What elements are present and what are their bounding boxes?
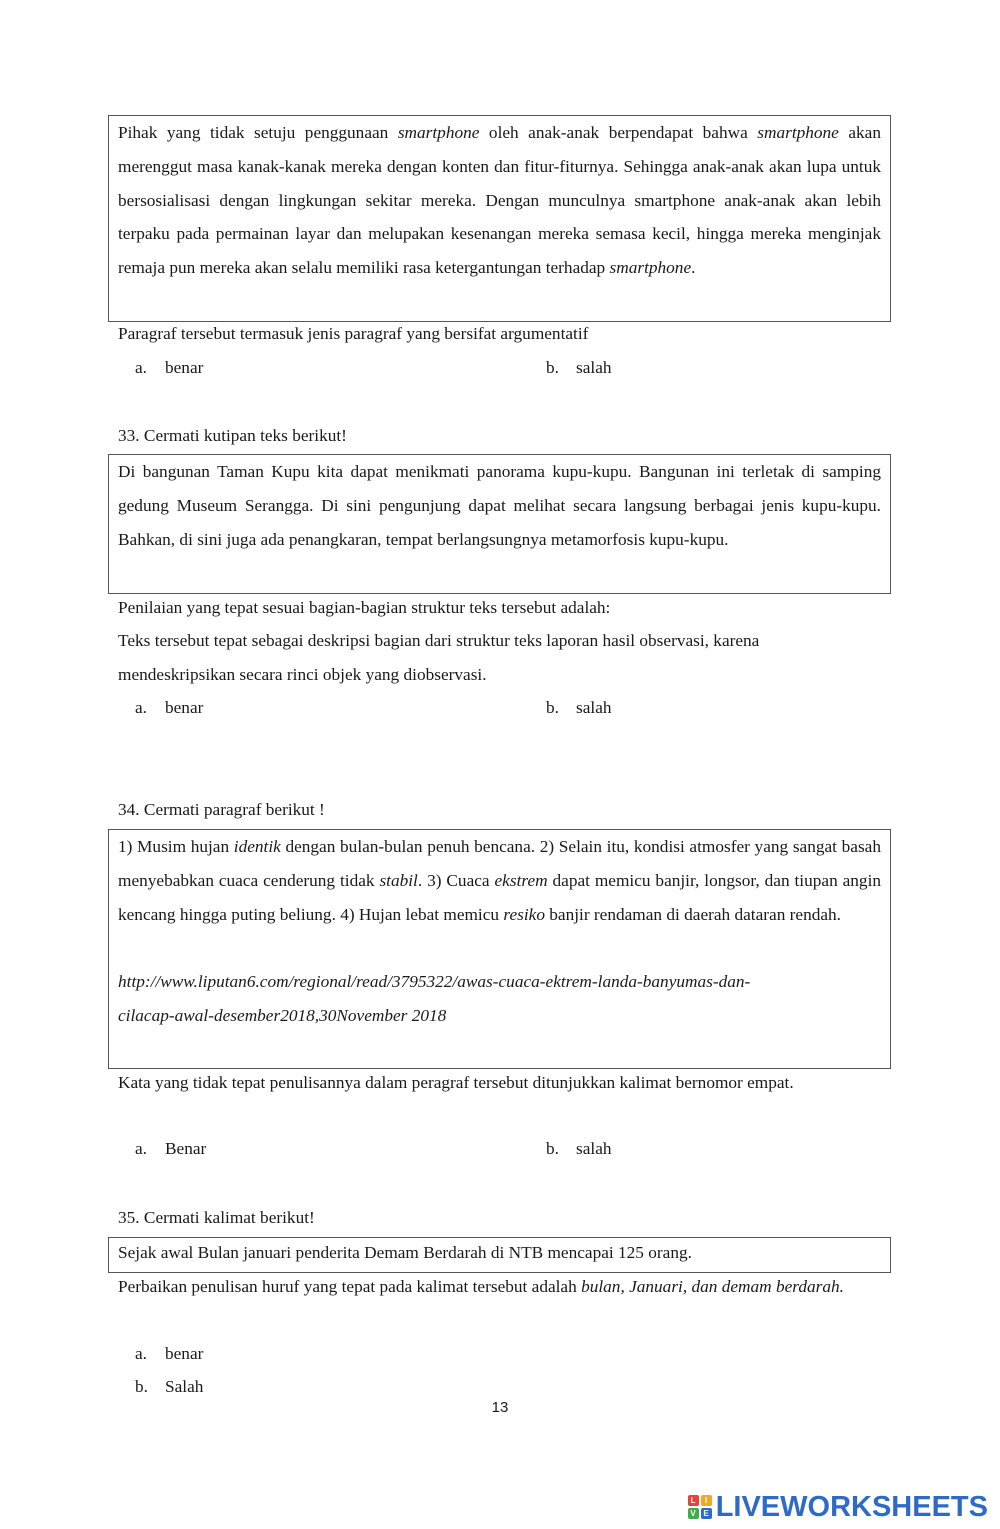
q35-sentence: Sejak awal Bulan januari penderita Demam Berdarah di NTB mencapai 125 orang. [118, 1243, 692, 1262]
q34-statement: Kata yang tidak tepat penulisannya dalam peragraf tersebut ditunjukkan kalimat bernomor empat. [118, 1073, 794, 1092]
q33-statement: Teks tersebut tepat sebagai deskripsi bagian dari struktur teks laporan hasil observasi, karena mendeskripsikan secara rinci objek yang diobservasi. [118, 631, 760, 684]
italic-term-1: identik [233, 837, 281, 856]
italic-term-3: stabil [379, 870, 418, 890]
text-run-8: banjir rendaman di daerah dataran rendah. [544, 904, 842, 924]
q32-statement: Paragraf tersebut termasuk jenis paragraf yang bersifat argumentatif [118, 324, 589, 343]
liveworksheets-logo [688, 1490, 988, 1524]
q33-option-a[interactable]: a. benar [135, 698, 204, 717]
q34-title: 34. Cermati paragraf berikut ! [118, 800, 325, 819]
q32-option-b[interactable]: b. salah [546, 358, 612, 377]
q34-option-a[interactable]: a. Benar [135, 1139, 207, 1158]
q35-text-box [108, 1237, 891, 1273]
q32-paragraph [118, 116, 881, 285]
text-run-0: 1) Musim hujan [118, 837, 234, 856]
page-number: 13 [491, 1399, 509, 1416]
text-run-2: dengan bulan-bulan penuh bencana. 2) Selain itu, kondisi atmosfer yang sangat basah menyebabkan cuaca cenderung tidak [118, 837, 881, 890]
q33-text-box [108, 454, 891, 594]
q32-text-box [108, 115, 891, 322]
q35-title: 35. Cermati kalimat berikut! [118, 1208, 315, 1227]
q34-option-b[interactable]: b. salah [546, 1139, 612, 1158]
text-run-2: oleh anak-anak berpendapat bahwa [479, 123, 758, 142]
q34-text-box [108, 829, 891, 1069]
q35-option-a[interactable]: a. benar [135, 1344, 204, 1363]
q34-paragraph [118, 830, 881, 931]
text-run-4: . 3) Cuaca [417, 870, 495, 890]
text-run-4: akan merenggut masa kanak-kanak mereka dengan konten dan fitur-fiturnya. Sehingga anak-anak akan lupa untuk bersosialisasi dengan lingkungan sekitar mereka. Dengan munculnya smartphone anak-anak akan lebih terpaku pada permainan layar dan melupakan kesenangan mereka semasa kecil, hingga mereka menginjak remaja pun mereka akan selalu memiliki rasa ketergantungan terhadap [118, 123, 881, 278]
text-run-0: Pihak yang tidak setuju penggunaan [118, 123, 398, 142]
italic-term-1: smartphone [397, 123, 480, 142]
q34-blank-line [118, 931, 881, 965]
text-run-6: dapat memicu banjir, longsor, dan tiupan angin kencang hingga puting beliung. 4) Hujan lebat memicu [118, 870, 882, 924]
q34-source: http://www.liputan6.com/regional/read/3795322/awas-cuaca-ektrem-landa-banyumas-dan- cilacap-awal-desember2018,30November 2018 [118, 972, 751, 1025]
q33-title: 33. Cermati kutipan teks berikut! [118, 426, 347, 445]
q33-paragraph: Di bangunan Taman Kupu kita dapat menikmati panorama kupu-kupu. Bangunan ini terletak di samping gedung Museum Serangga. Di sini pengunjung dapat melihat secara langsung berbagai jenis kupu-kupu. Bahkan, di sini juga ada penangkaran, tempat berlangsungnya metamorfosis kupu-kupu. [118, 462, 881, 549]
q33-prompt: Penilaian yang tepat sesuai bagian-bagian struktur teks tersebut adalah: [118, 598, 611, 617]
italic-term-5: ekstrem [494, 870, 548, 890]
q32-option-a[interactable]: a. benar [135, 358, 204, 377]
q33-option-b[interactable]: b. salah [546, 698, 612, 717]
italic-term-5: smartphone [609, 258, 692, 278]
liveworksheets-wordmark: LIVEWORKSHEETS [715, 1490, 988, 1523]
text-run-6: . [691, 258, 696, 278]
liveworksheets-mark-icon: L I V E [688, 1495, 712, 1519]
q35-statement: Perbaikan penulisan huruf yang tepat pada kalimat tersebut adalah bulan, Januari, dan demam berdarah. [118, 1277, 844, 1296]
italic-term-7: resiko [503, 904, 545, 924]
italic-term-3: smartphone [757, 123, 839, 142]
q35-option-b[interactable]: b. Salah [135, 1377, 204, 1396]
